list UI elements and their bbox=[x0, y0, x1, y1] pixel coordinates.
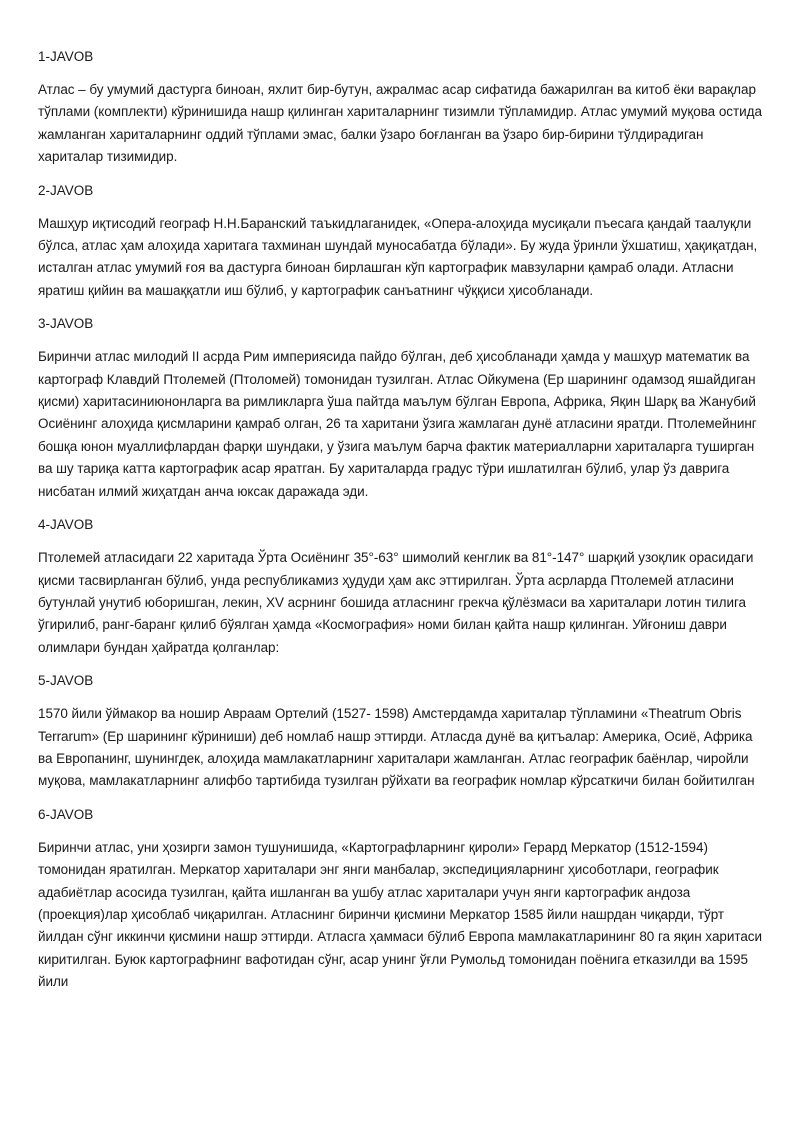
section-paragraph: Атлас – бу умумий дастурга биноан, яхлит бир-бутун, ажралмас асар сифатида бажарилган ва китоб ёки варақлар тўплами (комплекти) кўринишида нашр қилинган хариталарнинг тизимли тўпламидир. Атлас умумий муқова остида жамланган хариталарнинг оддий тўплами эмас, балки ўзаро боғланган ва ўзаро бир-бирини тўлдирадиган хариталар тизимидир. bbox=[38, 82, 762, 165]
document-page bbox=[38, 46, 766, 1005]
section-3 bbox=[38, 313, 766, 503]
section-2 bbox=[38, 180, 766, 303]
section-paragraph: Машҳур иқтисодий географ Н.Н.Баранский таъкидлаганидек, «Опера-алоҳида мусиқали пъесага қандай таалуқли бўлса, атлас ҳам алоҳида харитага тахминан шундай муносабатда бўлади». Бу жуда ўринли ўхшатиш, ҳақиқатдан, исталган атлас умумий ғоя ва дастурга биноан бирлашган кўп картографик мавзуларни қамраб олади. Атласни яратиш қийин ва машаққатли иш бўлиб, у картографик санъатнинг чўққиси ҳисобланади. bbox=[38, 215, 758, 298]
section-paragraph: Птолемей атласидаги 22 харитада Ўрта Осиёнинг 35°-63° шимолий кенглик ва 81°-147° шарқий узоқлик орасидаги қисми тасвирланган бўлиб, унда республикамиз ҳудуди ҳам акс эттирилган. Ўрта асрларда Птолемей атласини бутунлай унутиб юборишган, лекин, XV асрнинг бошида атласнинг грекча қўлёзмаси ва хариталари лотин тилига ўгирилиб, ранг-баранг қилиб бўялган ҳамда «Космография» номи билан қайта нашр қилинган. Уйғониш даври олимлари бундан ҳайратда қолганлар: bbox=[38, 550, 754, 655]
section-paragraph: 1570 йили ўймакор ва ношир Авраам Ортелий (1527- 1598) Амстердамда хариталар тўпламини «Theatrum Obris Terrarum» (Ер шарининг кўриниши) деб номлаб нашр эттирди. Атласда дунё ва қитъалар: Америка, Осиё, Африка ва Европанинг, шунингдек, алоҳида мамлакатларнинг хариталари жамланган. Атлас географик баёнлар, чиройли муқова, мамлакатларнинг алифбо тартибида тузилган рўйхати ва географик номлар кўрсаткичи билан бойитилган bbox=[38, 706, 755, 789]
section-1 bbox=[38, 46, 766, 169]
section-heading: 2-JAVOB bbox=[38, 182, 94, 198]
section-heading: 6-JAVOB bbox=[38, 806, 94, 822]
section-heading: 4-JAVOB bbox=[38, 517, 94, 533]
section-5 bbox=[38, 670, 766, 793]
section-paragraph: Биринчи атлас, уни ҳозирги замон тушунишида, «Картографларнинг қироли» Герард Меркатор (1512-1594) томонидан яратилган. Меркатор хариталари энг янги манбалар, экспедицияларнинг ҳисоботлари, географик адабиётлар асосида тузилган, қайта ишланган ва ушбу атлас хариталари учун янги картографик андоза (проекция)лар ҳисоблаб чиқарилган. Атласнинг биринчи қисмини Меркатор 1585 йили нашрдан чиқарди, тўрт йилдан сўнг иккинчи қисмини нашр эттирди. Атласга ҳаммаси бўлиб Европа мамлакатларининг 80 га яқин харитаси киритилган. Буюк картографнинг вафотидан сўнг, асар унинг ўғли Румольд томонидан поёнига етказилди ва 1595 йили bbox=[38, 839, 762, 990]
section-heading: 3-JAVOB bbox=[38, 316, 94, 332]
section-heading: 5-JAVOB bbox=[38, 673, 94, 689]
section-paragraph: Биринчи атлас милодий II асрда Рим империясида пайдо бўлган, деб ҳисобланади ҳамда у машҳур математик ва картограф Клавдий Птолемей (Птоломей) томонидан тузилган. Атлас Ойкумена (Ер шарининг одамзод яшайдиган қисми) харитасиниюнонларга ва римликларга ўша пайтда маълум бўлган Европа, Африка, Яқин Шарқ ва Жанубий Осиёнинг алоҳида қисмларини қамраб олган, 26 та харитани ўзига жамлаган дунё атласини яратди. Птолемейнинг бошқа юнон муаллифлардан фарқи шундаки, у ўзига маълум барча фактик материалларни хариталарга туширган ва шу тариқа катта картографик асар яратган. Бу хариталарда градус тўри ишлатилган бўлиб, улар ўз даврига нисбатан илмий жиҳатдан анча юксак даражада эди. bbox=[38, 349, 757, 499]
section-heading: 1-JAVOB bbox=[38, 49, 94, 64]
section-4 bbox=[38, 514, 766, 659]
section-6 bbox=[38, 804, 766, 994]
